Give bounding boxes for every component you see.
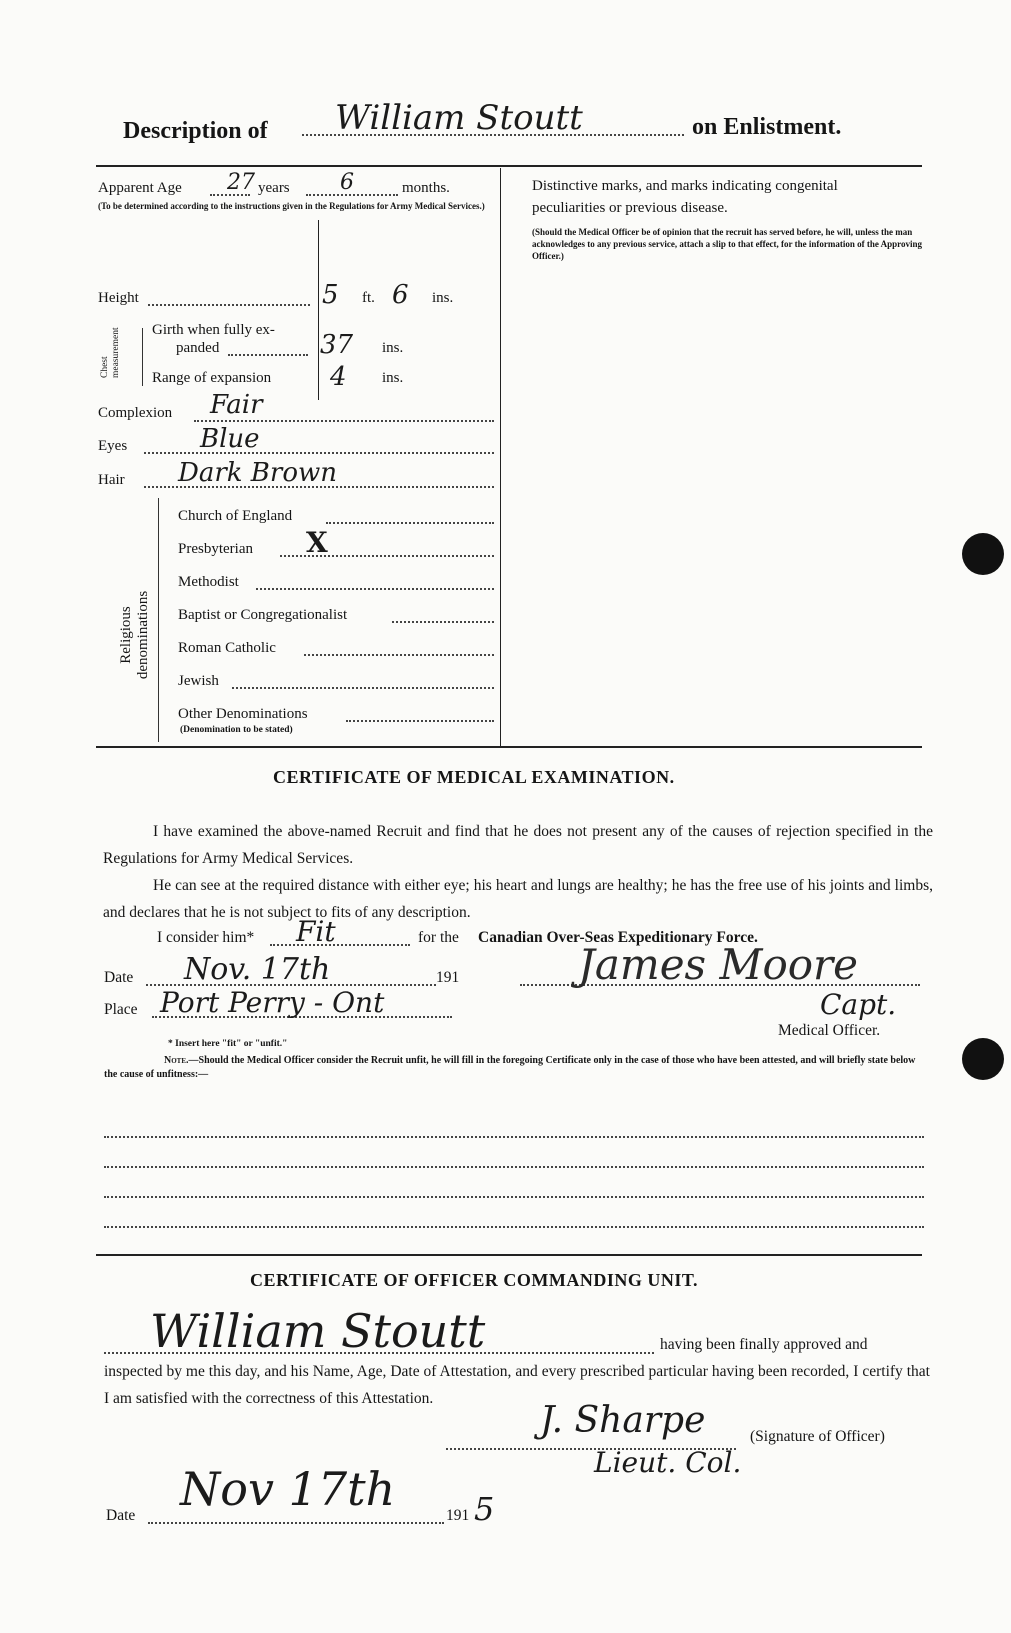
- range-label: Range of expansion: [152, 370, 272, 386]
- commanding-date-value: Nov 17th: [180, 1462, 396, 1516]
- medical-para-2: He can see at the required distance with either eye; his heart and lungs are healthy; he has the free use of his joints and limbs, and declares that he is not subject to fits of any description.: [103, 877, 933, 921]
- consider-prefix: I consider him*: [157, 929, 255, 946]
- religion-presbyterian: Presbyterian: [178, 541, 253, 557]
- girth-ins-label: ins.: [382, 340, 404, 356]
- mid-rule-1: [96, 746, 922, 748]
- height-ins-value: 6: [392, 280, 409, 310]
- religion-dots-0: [326, 522, 494, 524]
- religion-baptist: Baptist or Congregationalist: [178, 607, 348, 623]
- girth-label-2: panded: [176, 340, 220, 356]
- commanding-date-dots: [148, 1522, 444, 1524]
- note-label: Note.: [164, 1055, 189, 1066]
- fit-footnote: * Insert here "fit" or "unfit.": [168, 1039, 288, 1049]
- age-note: (To be determined according to the instructions given in the Regulations for Army Medical Services.): [98, 201, 485, 211]
- distinctive-label-2: peculiarities or previous disease.: [532, 200, 728, 216]
- commanding-signature-label: (Signature of Officer): [750, 1428, 885, 1445]
- range-ins-label: ins.: [382, 370, 404, 386]
- age-months-value: 6: [340, 170, 354, 195]
- consider-value: Fit: [296, 915, 336, 948]
- unfitness-line-2: [104, 1166, 924, 1168]
- medical-date-value: Nov. 17th: [184, 952, 331, 987]
- months-label: months.: [402, 180, 450, 196]
- eyes-label: Eyes: [98, 438, 128, 454]
- title-prefix: Description of: [123, 118, 268, 144]
- hair-value: Dark Brown: [178, 458, 337, 488]
- years-label: years: [258, 180, 290, 196]
- age-label: Apparent Age: [98, 180, 182, 196]
- unfitness-line-4: [104, 1226, 924, 1228]
- commanding-line1-suffix: having been finally approved and: [660, 1336, 868, 1353]
- top-rule: [96, 165, 922, 167]
- religion-dots-5: [232, 687, 494, 689]
- medical-officer-rank: Capt.: [820, 988, 897, 1021]
- complexion-value: Fair: [210, 390, 263, 420]
- presbyterian-mark: X: [306, 526, 328, 559]
- religion-roman-catholic: Roman Catholic: [178, 640, 276, 656]
- height-label: Height: [98, 290, 139, 306]
- commanding-year-suffix: 5: [474, 1490, 495, 1528]
- ins-label: ins.: [432, 290, 454, 306]
- medical-officer-label: Medical Officer.: [778, 1022, 881, 1039]
- hair-label: Hair: [98, 472, 125, 488]
- religion-dots-6: [346, 720, 494, 722]
- medical-heading: CERTIFICATE OF MEDICAL EXAMINATION.: [273, 767, 675, 787]
- unfitness-line-3: [104, 1196, 924, 1198]
- distinctive-note: (Should the Medical Officer be of opinion that the recruit has served before, he will, unless the man acknowledges to any previous service, attach a slip to that effect, for the information of the Approving Officer.): [532, 227, 922, 261]
- girth-dots: [228, 354, 308, 356]
- punch-hole-top: [962, 533, 1004, 575]
- height-ft-value: 5: [322, 280, 339, 310]
- religion-brace: [158, 498, 159, 742]
- ft-label: ft.: [362, 290, 375, 306]
- chest-brace: [142, 328, 143, 386]
- religion-dots-4: [304, 654, 494, 656]
- religion-church-of-england: Church of England: [178, 508, 293, 524]
- commanding-recruit-name: William Stoutt: [150, 1304, 486, 1358]
- girth-value: 37: [320, 330, 354, 360]
- religious-denominations-label: Religious denominations: [118, 590, 151, 680]
- girth-label-1: Girth when fully ex-: [152, 322, 275, 338]
- commanding-year-prefix: 191: [446, 1507, 470, 1524]
- religion-dots-2: [256, 588, 494, 590]
- medical-year-prefix: 191: [436, 969, 460, 986]
- religion-other: Other Denominations: [178, 706, 308, 722]
- punch-hole-bottom: [962, 1038, 1004, 1080]
- column-divider: [500, 168, 501, 746]
- inner-divider: [318, 220, 319, 400]
- eyes-dots: [144, 452, 494, 454]
- age-years-value: 27: [227, 170, 255, 195]
- commanding-officer-rank: Lieut. Col.: [594, 1446, 742, 1479]
- consider-dots: [270, 944, 410, 946]
- title-suffix: on Enlistment.: [692, 114, 842, 140]
- other-denomination-note: (Denomination to be stated): [180, 725, 293, 735]
- commanding-para: inspected by me this day, and his Name, Age, Date of Attestation, and every prescribed particular having been recorded, I certify that I am satisfied with the correctness of this Attestation.: [104, 1363, 930, 1407]
- religion-dots-3: [392, 621, 494, 623]
- unfitness-line-1: [104, 1136, 924, 1138]
- recruit-name-handwritten: William Stoutt: [335, 98, 583, 138]
- complexion-label: Complexion: [98, 405, 173, 421]
- range-value: 4: [330, 362, 347, 392]
- chest-measurement-label: Chest measurement: [100, 327, 121, 378]
- religion-jewish: Jewish: [178, 673, 219, 689]
- mid-rule-2: [96, 1254, 922, 1256]
- medical-place-value: Port Perry - Ont: [160, 986, 385, 1019]
- medical-officer-signature: James Moore: [578, 940, 858, 989]
- complexion-dots: [194, 420, 494, 422]
- height-dots: [148, 304, 310, 306]
- religion-methodist: Methodist: [178, 574, 239, 590]
- medical-para-1: I have examined the above-named Recruit and find that he does not present any of the causes of rejection specified in the Regulations for Army Medical Services.: [103, 823, 933, 867]
- consider-suffix-2: Canadian Over-Seas Expeditionary Force.: [478, 929, 758, 946]
- commanding-date-label: Date: [106, 1507, 136, 1524]
- eyes-value: Blue: [200, 424, 260, 454]
- distinctive-label-1: Distinctive marks, and marks indicating congenital: [532, 178, 838, 194]
- note-text: —Should the Medical Officer consider the Recruit unfit, he will fill in the foregoing Certificate only in the case of those who have been attested, and will briefly state below the cause of unfitness:—: [104, 1055, 916, 1080]
- commanding-officer-signature: J. Sharpe: [540, 1400, 706, 1441]
- medical-date-label: Date: [104, 969, 134, 986]
- consider-suffix-1: for the: [418, 929, 459, 946]
- medical-place-label: Place: [104, 1001, 138, 1018]
- commanding-heading: CERTIFICATE OF OFFICER COMMANDING UNIT.: [250, 1270, 699, 1290]
